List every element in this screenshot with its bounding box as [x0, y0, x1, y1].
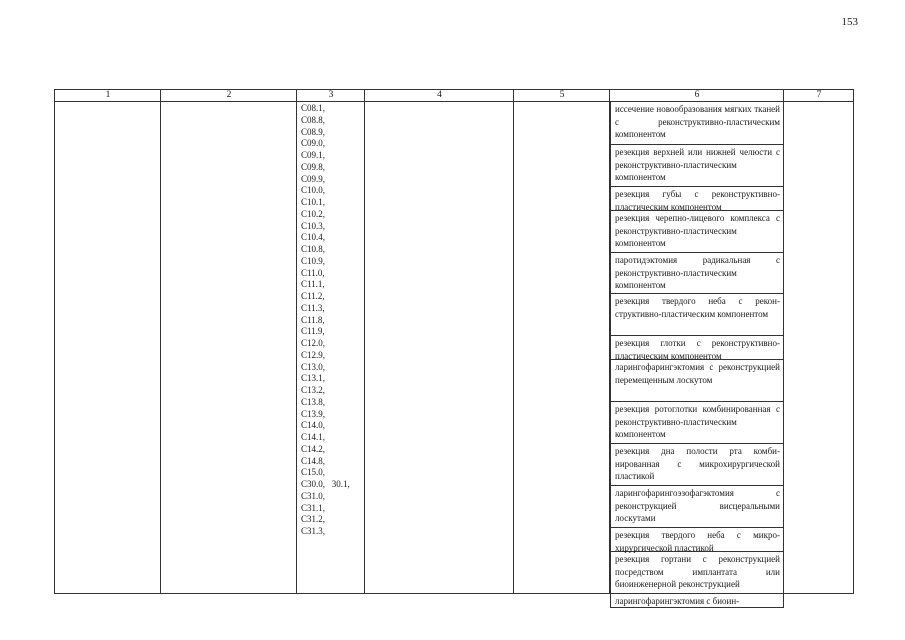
diagnosis-code: C11.0,	[301, 267, 325, 278]
diagnosis-code: C09.1,	[301, 150, 326, 160]
column-header-4: 4	[437, 90, 442, 100]
diagnosis-code: C31.0,	[301, 490, 326, 501]
procedure-item: резекция черепно-лицевого комплекса с реконструктивно-пластическим компонентом	[610, 211, 784, 253]
diagnosis-code: C13.9,	[301, 408, 326, 419]
column-header-3: 3	[328, 90, 334, 100]
procedure-item: резекция глотки с реконструктивно-пластическим компонентом	[610, 336, 784, 360]
diagnosis-code: C12.0,	[301, 338, 326, 348]
diagnosis-code: C08.1,	[301, 103, 326, 113]
diagnosis-code: C11.3,	[301, 302, 325, 313]
diagnosis-code: C14.0,	[301, 420, 326, 431]
procedures-table	[54, 89, 854, 606]
column-header-6: 6	[694, 90, 700, 100]
procedure-item: ларингофарингэктомия с реконструкцией перемещенным лоскутом	[610, 360, 784, 402]
diagnosis-code: C10.8,	[301, 244, 326, 254]
diagnosis-code: C13.1,	[301, 373, 326, 384]
diagnosis-code: C11.1,	[301, 279, 325, 290]
diagnosis-code: C15.0,	[301, 467, 326, 478]
procedure-item: резекция гортани с реконструкцией посредством имплантата или биоинженерной реконструкцией	[610, 552, 784, 594]
diagnosis-code: C08.8,	[301, 114, 326, 125]
procedure-item: резекция твердого неба с реконструктивно-пластическим компонентом	[610, 294, 784, 336]
diagnosis-code: C10.4,	[301, 232, 326, 243]
diagnosis-code: C14.2,	[301, 443, 326, 454]
diagnosis-code: C30.0, 30.1,	[301, 479, 350, 489]
procedure-item: резекция ротоглотки комбинированная с реконструктивно-пластическим компонентом	[610, 402, 784, 444]
diagnosis-code: C10.9,	[301, 255, 326, 266]
diagnosis-code: C11.9,	[301, 326, 325, 337]
column-divider	[513, 90, 514, 593]
diagnosis-code: C11.2,	[301, 291, 325, 301]
diagnosis-code: C09.0,	[301, 138, 326, 149]
diagnosis-codes-list	[301, 103, 367, 538]
diagnosis-code: C09.8,	[301, 161, 326, 172]
diagnosis-code: C13.2,	[301, 385, 326, 395]
diagnosis-code: C11.8,	[301, 314, 325, 325]
diagnosis-code: C13.0,	[301, 361, 326, 372]
diagnosis-code: C14.1,	[301, 432, 326, 442]
diagnosis-code: C10.1,	[301, 197, 326, 207]
procedure-item: ларингофарингоэзофагэктомия с реконструкцией висцеральными лоскутами	[610, 486, 784, 528]
diagnosis-code: C10.3,	[301, 220, 326, 231]
column-header-5: 5	[559, 90, 565, 100]
column-divider	[296, 90, 297, 593]
diagnosis-code: C10.2,	[301, 208, 326, 219]
procedure-item: ларингофарингэктомия с биоин-	[610, 594, 784, 608]
column-header-2: 2	[226, 90, 232, 100]
page-number: 153	[841, 16, 858, 28]
column-divider	[160, 90, 161, 593]
diagnosis-code: C13.8,	[301, 396, 326, 407]
diagnosis-code: C12.9,	[301, 349, 326, 360]
procedure-item: паротидэктомия радикальная с реконструктивно-пластическим компонентом	[610, 253, 784, 294]
column-header-1: 1	[105, 90, 111, 100]
diagnosis-code: C31.2,	[301, 514, 326, 525]
diagnosis-code: C14.8,	[301, 455, 326, 466]
procedures-list	[610, 102, 784, 606]
procedure-item: резекция верхней или нижней челюсти с реконструктивно-пластическим компонентом	[610, 145, 784, 187]
procedure-item: резекция дна полости рта комбинированная с микрохирургической пластикой	[610, 444, 784, 486]
procedure-item: резекция твердого неба с микрохирургической пластикой	[610, 528, 784, 552]
diagnosis-code: C10.0,	[301, 185, 326, 196]
procedure-item: иссечение новообразования мягких тканей с реконструктивно-пластическим компонентом	[610, 102, 784, 145]
table-header-row	[55, 90, 853, 102]
diagnosis-code: C31.1,	[301, 502, 326, 513]
diagnosis-code: C08.9,	[301, 126, 326, 137]
diagnosis-code: C31.3,	[301, 526, 326, 536]
diagnosis-code: C09.9,	[301, 173, 326, 184]
procedure-item: резекция губы с реконструктивно-пластическим компонентом	[610, 187, 784, 211]
column-header-7: 7	[816, 90, 822, 100]
